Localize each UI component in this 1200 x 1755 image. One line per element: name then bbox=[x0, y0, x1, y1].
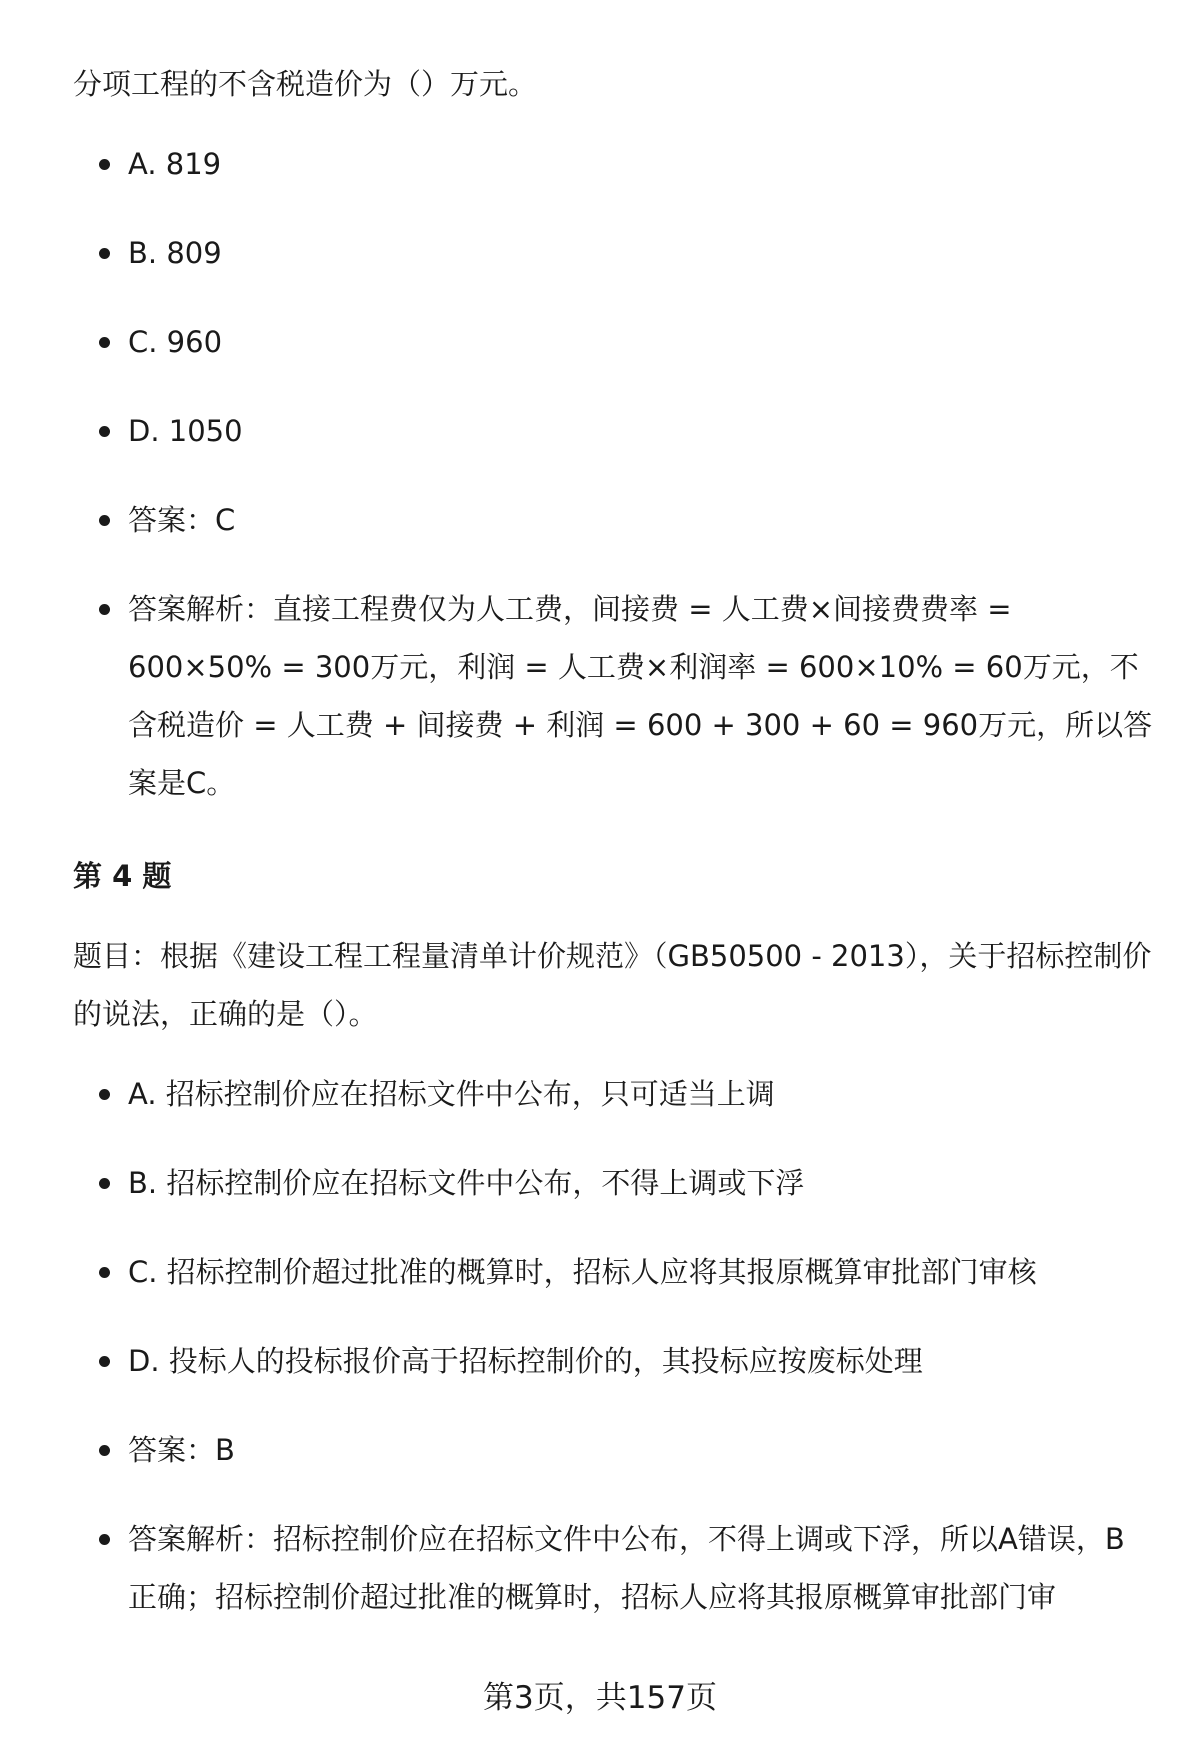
q3-analysis: 答案解析：直接工程费仅为人工费，间接费 = 人工费×间接费费率 = 600×50% = 300万元，利润 = 人工费×利润率 = 600×10% = 60万元，不含税造价 = 人工费 + 间接费 + 利润 = 600 + 300 + 60 = 960万元，所以答案是C。 bbox=[73, 580, 1153, 812]
q4-options-list bbox=[73, 1065, 1153, 1626]
q4-option-a: A. 招标控制价应在招标文件中公布，只可适当上调 bbox=[73, 1065, 1153, 1123]
q4-option-b: B. 招标控制价应在招标文件中公布，不得上调或下浮 bbox=[73, 1154, 1153, 1212]
q4-title: 第 4 题 bbox=[73, 859, 172, 893]
page-footer: 第3页，共157页 bbox=[483, 1680, 717, 1716]
q4-stem: 题目：根据《建设工程工程量清单计价规范》（GB50500 - 2013），关于招标控制价的说法，正确的是（）。 bbox=[73, 939, 1152, 1031]
q3-option-b: B. 809 bbox=[73, 224, 1153, 282]
document-page bbox=[73, 55, 1153, 1626]
q3-stem: 分项工程的不含税造价为（）万元。 bbox=[73, 67, 538, 101]
q3-option-d: D. 1050 bbox=[73, 402, 1153, 460]
q3-option-c: C. 960 bbox=[73, 313, 1153, 371]
q4-option-c: C. 招标控制价超过批准的概算时，招标人应将其报原概算审批部门审核 bbox=[73, 1243, 1153, 1301]
q3-option-a: A. 819 bbox=[73, 135, 1153, 193]
q4-option-d: D. 投标人的投标报价高于招标控制价的，其投标应按废标处理 bbox=[73, 1332, 1153, 1390]
q3-options-list bbox=[73, 135, 1153, 812]
q4-answer: 答案：B bbox=[73, 1421, 1153, 1479]
q4-analysis: 答案解析：招标控制价应在招标文件中公布，不得上调或下浮，所以A错误，B正确；招标控制价超过批准的概算时，招标人应将其报原概算审批部门审 bbox=[73, 1510, 1153, 1626]
q3-answer: 答案：C bbox=[73, 491, 1153, 549]
